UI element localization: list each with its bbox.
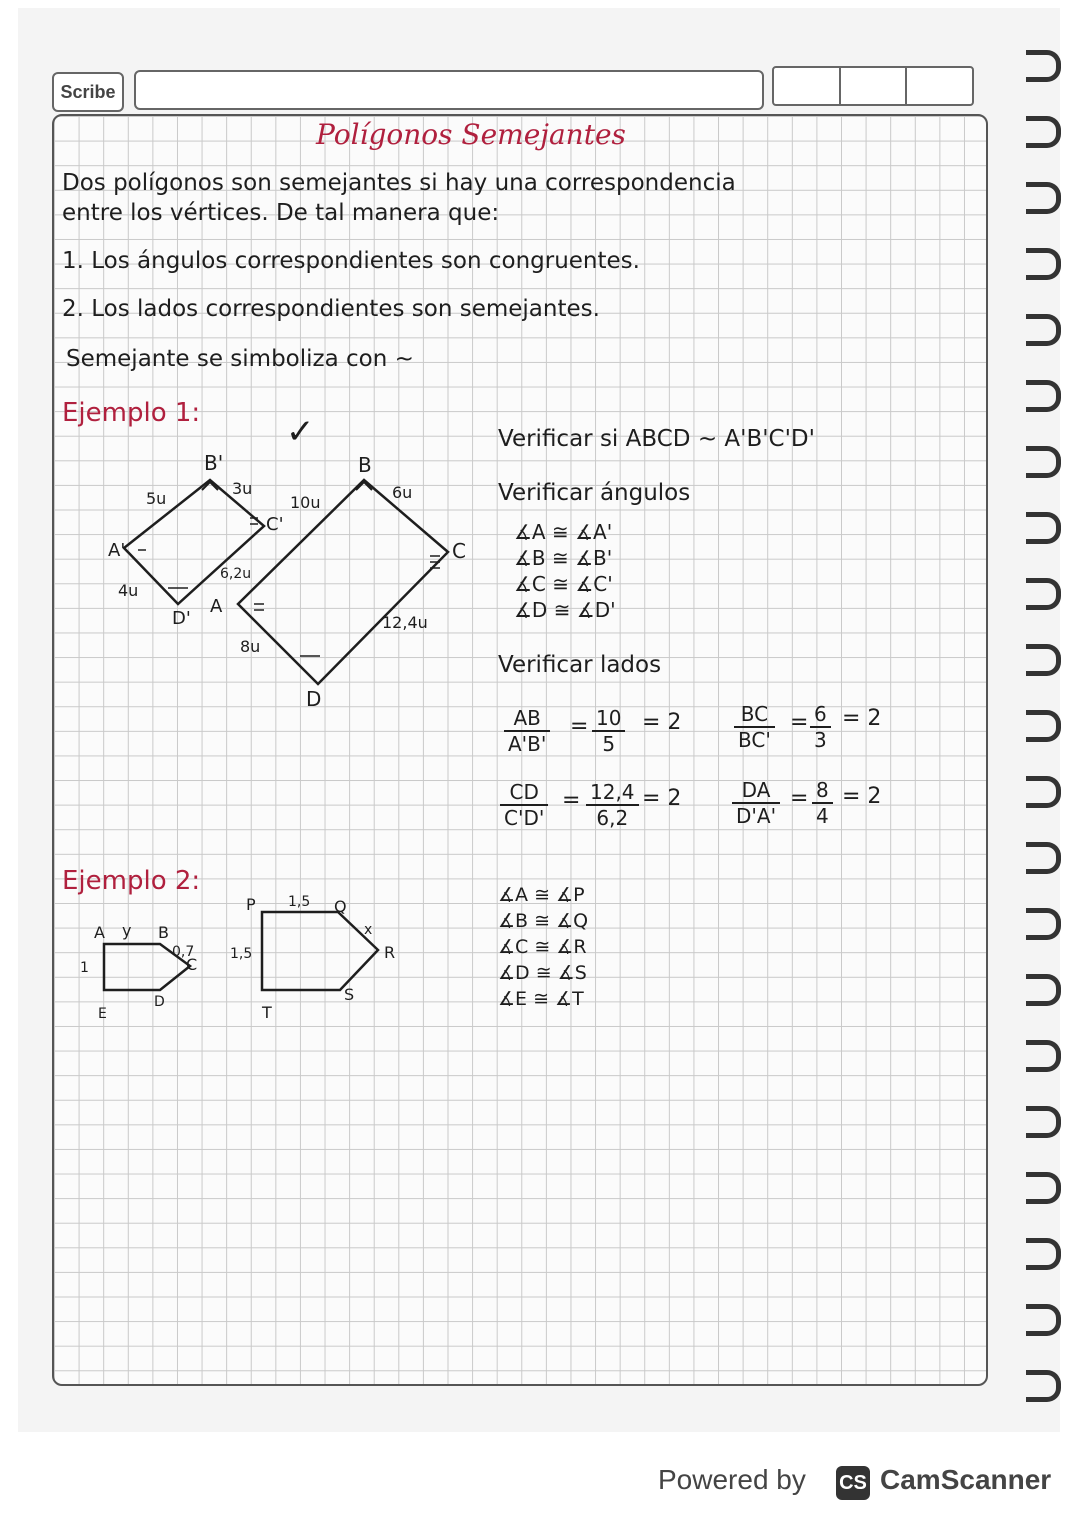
- ratio-da-result: = 2: [842, 784, 882, 809]
- angle-a-p: ∡A ≅ ∡P: [498, 884, 585, 906]
- rule-2: 2. Los lados correspondientes son semejantes.: [62, 296, 600, 322]
- verify-angles-heading: Verificar ángulos: [498, 480, 691, 506]
- angle-c: ∡C ≅ ∡C': [514, 572, 613, 596]
- rule-1: 1. Los ángulos correspondientes son congruentes.: [62, 248, 640, 274]
- example-2-heading: Ejemplo 2:: [62, 866, 201, 896]
- intro-line-1: Dos polígonos son semejantes si hay una correspondencia: [62, 170, 736, 196]
- side-5u: 5u: [146, 489, 167, 508]
- ratio-cd-result: = 2: [642, 786, 682, 811]
- vertex-c: C: [186, 955, 198, 974]
- side-x: x: [364, 922, 373, 938]
- side-6-2u: 6,2u: [220, 566, 252, 582]
- powered-by-label: Powered by: [658, 1464, 806, 1495]
- vertex-p: P: [246, 895, 256, 914]
- side-1: 1: [80, 960, 89, 976]
- intro-line-2: entre los vértices. De tal manera que:: [62, 200, 500, 226]
- ratio-da-values: $\frac{8}{4}$: [812, 778, 833, 828]
- vertex-c-prime: C': [266, 514, 284, 535]
- ratio-cd: $\frac{CD}{C'D'}$: [500, 780, 548, 830]
- ratio-cd-values: $\frac{12,4}{6,2}$: [586, 780, 639, 830]
- side-6u: 6u: [392, 483, 413, 502]
- angle-e-t: ∡E ≅ ∡T: [498, 988, 584, 1010]
- verify-title: Verificar si ABCD ~ A'B'C'D': [498, 426, 815, 452]
- vertex-a: A: [94, 923, 105, 942]
- side-1-5-left: 1,5: [230, 946, 253, 962]
- vertex-d: D: [306, 687, 322, 711]
- angle-a: ∡A ≅ ∡A': [514, 520, 613, 544]
- spiral-binding: [1022, 50, 1062, 1410]
- vertex-b: B: [158, 923, 169, 942]
- vertex-s: S: [344, 985, 355, 1004]
- vertex-e: E: [98, 1006, 107, 1022]
- similarity-symbol-note: Semejante se simboliza con ~: [66, 346, 414, 372]
- page-title: Polígonos Semejantes: [316, 118, 626, 151]
- vertex-d: D: [154, 994, 165, 1010]
- vertex-b-prime: B': [204, 451, 224, 475]
- side-12-4u: 12,4u: [382, 613, 428, 632]
- brand-logo: Scribe: [52, 72, 124, 112]
- side-0-7: 0,7: [172, 944, 195, 960]
- check-mark: ✓: [286, 412, 315, 452]
- side-1-5-top: 1,5: [288, 894, 311, 910]
- example-1-heading: Ejemplo 1:: [62, 398, 201, 428]
- ratio-da: $\frac{DA}{D'A'}$: [732, 778, 780, 828]
- side-4u: 4u: [118, 581, 139, 600]
- vertex-c: C: [452, 539, 466, 563]
- angle-d: ∡D ≅ ∡D': [514, 598, 616, 622]
- vertex-q: Q: [334, 897, 347, 916]
- angle-d-s: ∡D ≅ ∡S: [498, 962, 587, 984]
- vertex-d-prime: D': [172, 608, 191, 629]
- vertex-r: R: [384, 943, 396, 962]
- verify-sides-heading: Verificar lados: [498, 652, 662, 678]
- big-pentagon: [262, 912, 378, 990]
- side-3u: 3u: [232, 479, 253, 498]
- angle-b-q: ∡B ≅ ∡Q: [498, 910, 589, 932]
- ratio-ab-values: $\frac{10}{5}$: [592, 706, 625, 756]
- camscanner-label: CamScanner: [880, 1464, 1052, 1495]
- camscanner-logo-icon: CS: [836, 1466, 870, 1500]
- vertex-a-prime: A': [108, 540, 126, 561]
- ratio-bc-values: $\frac{6}{3}$: [810, 702, 831, 752]
- ratio-ab-result: = 2: [642, 710, 682, 735]
- ratio-bc: $\frac{BC}{BC'}$: [734, 702, 775, 752]
- angle-c-r: ∡C ≅ ∡R: [498, 936, 587, 958]
- ratio-bc-result: = 2: [842, 706, 882, 731]
- vertex-b: B: [358, 453, 372, 477]
- angle-b: ∡B ≅ ∡B': [514, 546, 613, 570]
- ratio-ab: $\frac{AB}{A'B'}$: [504, 706, 550, 756]
- vertex-a: A: [210, 596, 223, 617]
- vertex-t: T: [262, 1003, 272, 1022]
- side-10u: 10u: [290, 493, 321, 512]
- side-y: y: [122, 921, 132, 940]
- side-8u: 8u: [240, 637, 261, 656]
